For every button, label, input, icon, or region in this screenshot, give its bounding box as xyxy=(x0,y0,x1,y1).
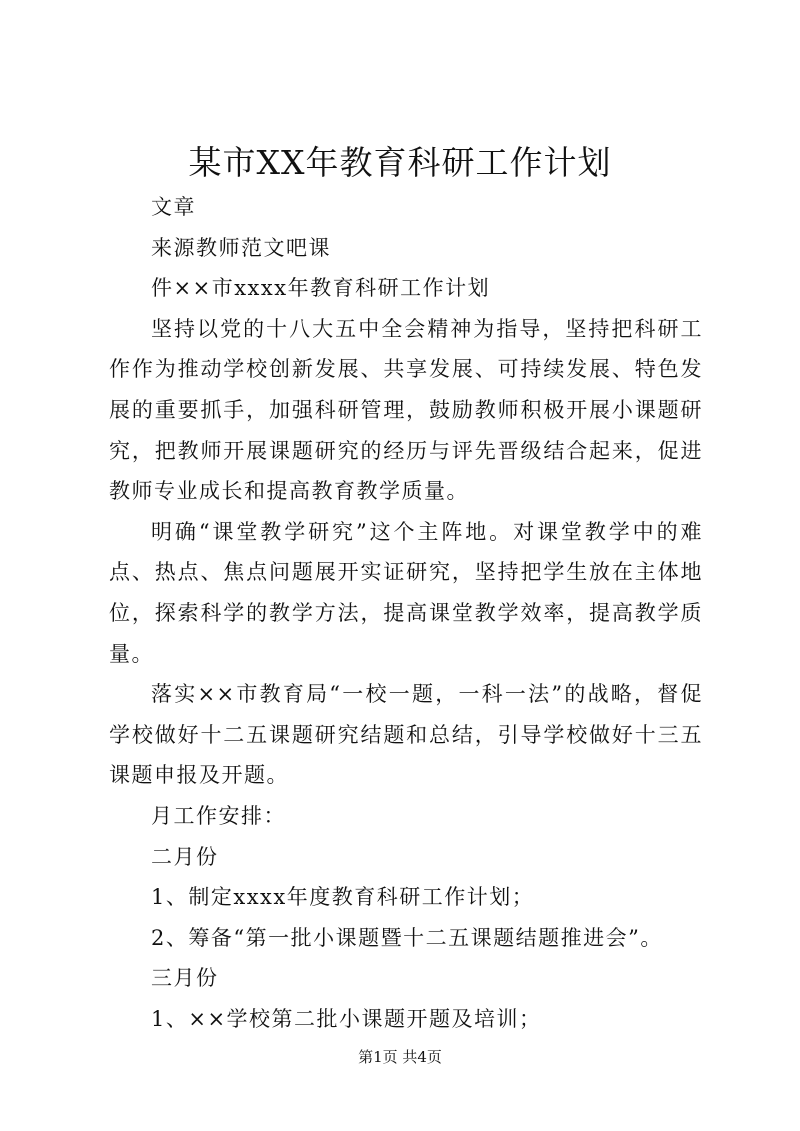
paragraph-label: 文章 xyxy=(151,195,196,219)
list-item: 2、筹备“第一批小课题暨十二五课题结题推进会”。 xyxy=(151,925,663,950)
document-title: 某市XX年教育科研工作计划 xyxy=(188,143,612,182)
document-body xyxy=(109,187,703,1039)
paragraph-schedule-heading: 月工作安排： xyxy=(151,803,286,828)
page-footer: 第1页 共4页 xyxy=(358,1048,442,1066)
list-item: 1、制定xxxx年度教育科研工作计划； xyxy=(151,885,535,910)
paragraph-classroom: 明确“课堂教学研究”这个主阵地。对课堂教学中的难点、热点、焦点问题展开实证研究，坚持把学生放在主体地位，探索科学的教学方法，提高课堂教学效率，提高教学质量。 xyxy=(109,519,703,666)
list-item: 1、××学校第二批小课题开题及培训； xyxy=(151,1006,542,1031)
paragraph-march: 三月份 xyxy=(151,966,219,991)
paragraph-strategy: 落实××市教育局“一校一题，一科一法”的战略，督促学校做好十二五课题研究结题和总结，引导学校做好十三五课题申报及开题。 xyxy=(109,682,703,788)
paragraph-source: 来源教师范文吧课 xyxy=(151,235,331,260)
paragraph-guideline: 坚持以党的十八大五中全会精神为指导，坚持把科研工作作为推动学校创新发展、共享发展、可持续发展、特色发展的重要抓手，加强科研管理，鼓励教师积极开展小课题研究，把教师开展课题研究的经历与评先晋级结合起来，促进教师专业成长和提高教育教学质量。 xyxy=(109,316,703,504)
paragraph-subtitle: 件××市xxxx年教育科研工作计划 xyxy=(151,276,491,301)
paragraph-february: 二月份 xyxy=(151,844,219,869)
